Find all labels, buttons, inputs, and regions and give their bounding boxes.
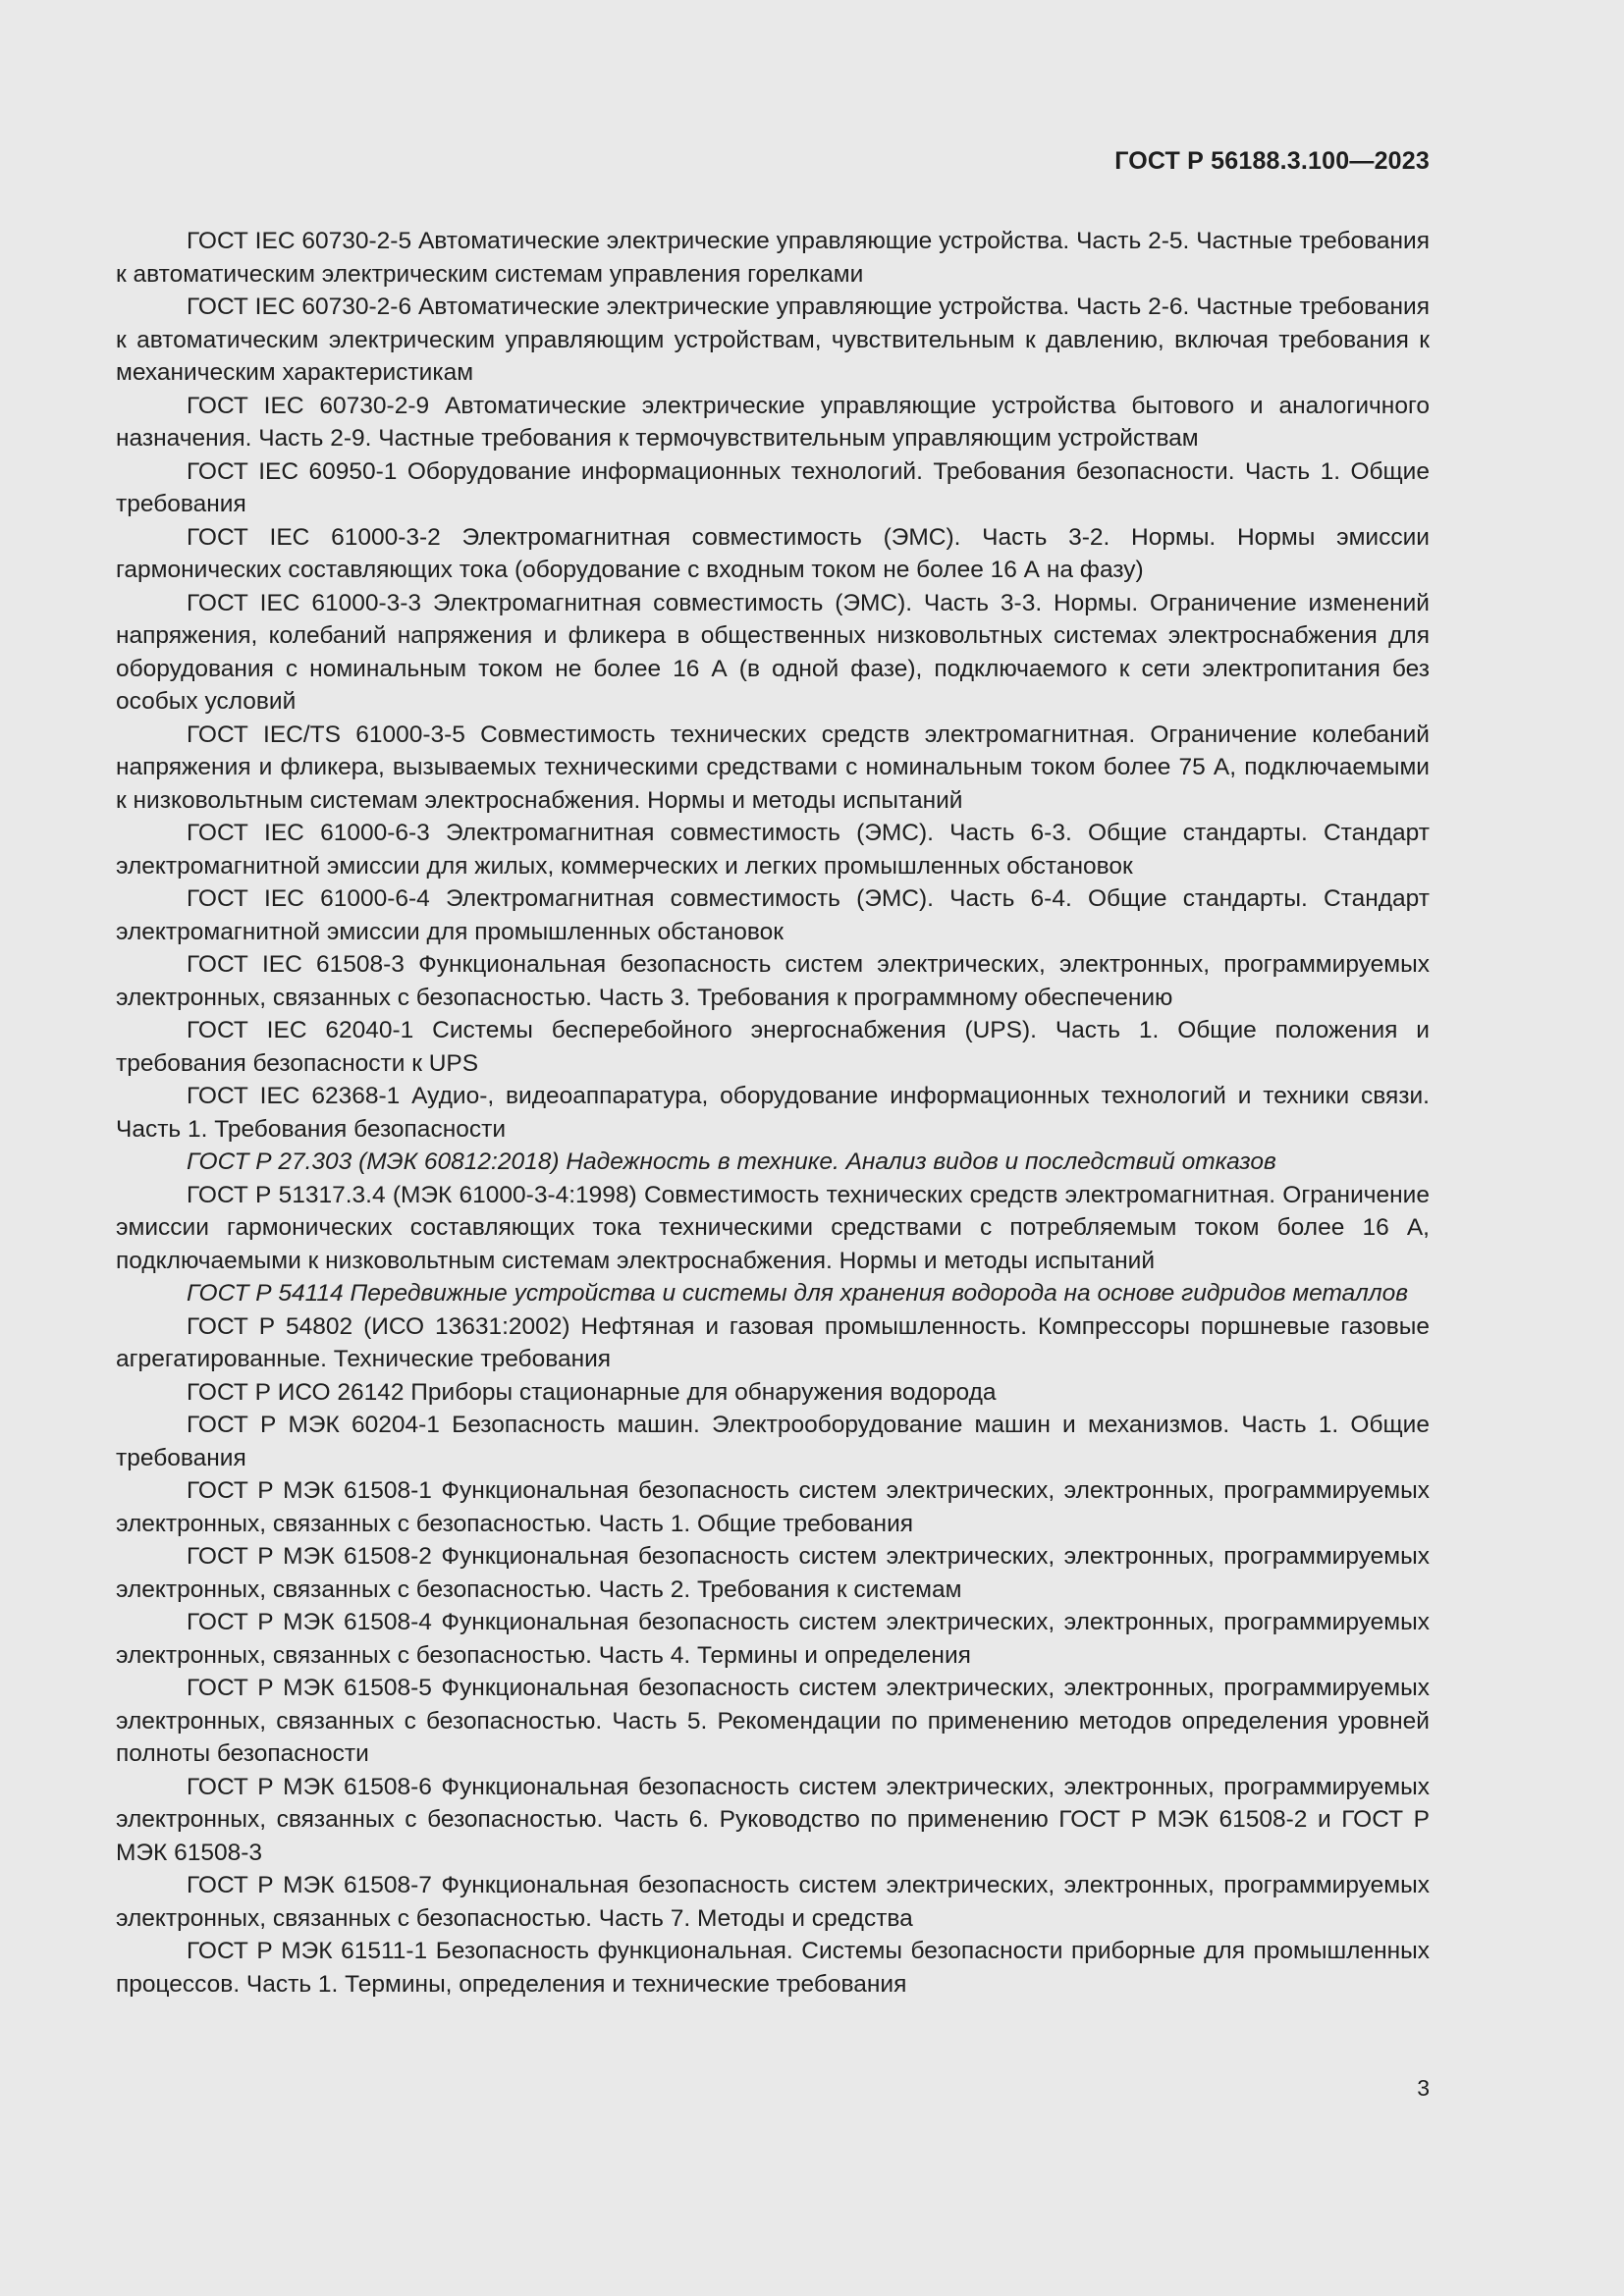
reference-item: ГОСТ IEC 60730-2-9 Автоматические электрические управляющие устройства бытового и аналогичного назначения. Часть 2-9. Частные требования к термочувствительным управляющим устройствам	[116, 392, 1430, 452]
reference-item: ГОСТ Р МЭК 61508-4 Функциональная безопасность систем электрических, электронных, программируемых электронных, связанных с безопасностью. Часть 4. Термины и определения	[116, 1609, 1430, 1669]
reference-item-italic: ГОСТ Р 27.303 (МЭК 60812:2018) Надежность в технике. Анализ видов и последствий отказов	[187, 1148, 1276, 1175]
page-number: 3	[1417, 2075, 1430, 2101]
reference-item: ГОСТ IEC 61508-3 Функциональная безопасность систем электрических, электронных, программируемых электронных, связанных с безопасностью. Часть 3. Требования к программному обеспечению	[116, 951, 1430, 1011]
reference-item: ГОСТ IEC 60950-1 Оборудование информационных технологий. Требования безопасности. Часть 1. Общие требования	[116, 457, 1430, 517]
reference-item: ГОСТ IEC 62040-1 Системы бесперебойного энергоснабжения (UPS). Часть 1. Общие положения и требования безопасности к UPS	[116, 1017, 1430, 1077]
reference-item: ГОСТ Р 54802 (ИСО 13631:2002) Нефтяная и газовая промышленность. Компрессоры поршневые газовые агрегатированные. Технические требования	[116, 1312, 1430, 1372]
reference-item-italic: ГОСТ Р 54114 Передвижные устройства и системы для хранения водорода на основе гидридов металлов	[187, 1280, 1409, 1307]
reference-item: ГОСТ IEC 61000-3-3 Электромагнитная совместимость (ЭМС). Часть 3-3. Нормы. Ограничение изменений напряжения, колебаний напряжения и фликера в общественных низковольтных системах электроснабжения для оборудования с номинальным током не более 16 А (в одной фазе), подключаемого к сети электропитания без особых условий	[116, 589, 1430, 715]
reference-item: ГОСТ Р ИСО 26142 Приборы стационарные для обнаружения водорода	[187, 1378, 997, 1406]
reference-item: ГОСТ IEC 61000-6-3 Электромагнитная совместимость (ЭМС). Часть 6-3. Общие стандарты. Стандарт электромагнитной эмиссии для жилых, коммерческих и легких промышленных обстановок	[116, 820, 1430, 880]
reference-item: ГОСТ IEC 61000-6-4 Электромагнитная совместимость (ЭМС). Часть 6-4. Общие стандарты. Стандарт электромагнитной эмиссии для промышленных обстановок	[116, 885, 1430, 945]
reference-item: ГОСТ IEC/TS 61000-3-5 Совместимость технических средств электромагнитная. Ограничение колебаний напряжения и фликера, вызываемых техническими средствами с номинальным током более 75 А, подключаемыми к низковольтным системам электроснабжения. Нормы и методы испытаний	[116, 721, 1430, 814]
reference-item: ГОСТ Р МЭК 61508-6 Функциональная безопасность систем электрических, электронных, программируемых электронных, связанных с безопасностью. Часть 6. Руководство по применению ГОСТ Р МЭК 61508-2 и ГОСТ Р МЭК 61508-3	[116, 1773, 1430, 1866]
reference-item: ГОСТ IEC 61000-3-2 Электромагнитная совместимость (ЭМС). Часть 3-2. Нормы. Нормы эмиссии гармонических составляющих тока (оборудование с входным током не более 16 А на фазу)	[116, 523, 1430, 583]
reference-item: ГОСТ IEC 60730-2-6 Автоматические электрические управляющие устройства. Часть 2-6. Частные требования к автоматическим электрическим управляющим устройствам, чувствительным к давлению, включая требования к механическим характеристикам	[116, 294, 1430, 386]
reference-item: ГОСТ Р МЭК 61508-1 Функциональная безопасность систем электрических, электронных, программируемых электронных, связанных с безопасностью. Часть 1. Общие требования	[116, 1477, 1430, 1537]
reference-item: ГОСТ Р МЭК 60204-1 Безопасность машин. Электрооборудование машин и механизмов. Часть 1. Общие требования	[116, 1412, 1430, 1471]
normative-references-list	[116, 225, 1430, 2001]
reference-item: ГОСТ IEC 62368-1 Аудио-, видеоаппаратура, оборудование информационных технологий и техники связи. Часть 1. Требования безопасности	[116, 1083, 1430, 1143]
reference-item: ГОСТ Р МЭК 61508-7 Функциональная безопасность систем электрических, электронных, программируемых электронных, связанных с безопасностью. Часть 7. Методы и средства	[116, 1872, 1430, 1932]
standard-code-header: ГОСТ Р 56188.3.100—2023	[1114, 147, 1430, 175]
reference-item: ГОСТ Р МЭК 61508-5 Функциональная безопасность систем электрических, электронных, программируемых электронных, связанных с безопасностью. Часть 5. Рекомендации по применению методов определения уровней полноты безопасности	[116, 1675, 1430, 1767]
reference-item: ГОСТ IEC 60730-2-5 Автоматические электрические управляющие устройства. Часть 2-5. Частные требования к автоматическим электрическим системам управления горелками	[116, 228, 1430, 288]
reference-item: ГОСТ Р МЭК 61511-1 Безопасность функциональная. Системы безопасности приборные для промышленных процессов. Часть 1. Термины, определения и технические требования	[116, 1938, 1430, 1998]
reference-item: ГОСТ Р МЭК 61508-2 Функциональная безопасность систем электрических, электронных, программируемых электронных, связанных с безопасностью. Часть 2. Требования к системам	[116, 1543, 1430, 1603]
reference-item: ГОСТ Р 51317.3.4 (МЭК 61000-3-4:1998) Совместимость технических средств электромагнитная. Ограничение эмиссии гармонических составляющих тока техническими средствами с потребляемым током более 16 А, подключаемыми к низковольтным системам электроснабжения. Нормы и методы испытаний	[116, 1181, 1430, 1274]
